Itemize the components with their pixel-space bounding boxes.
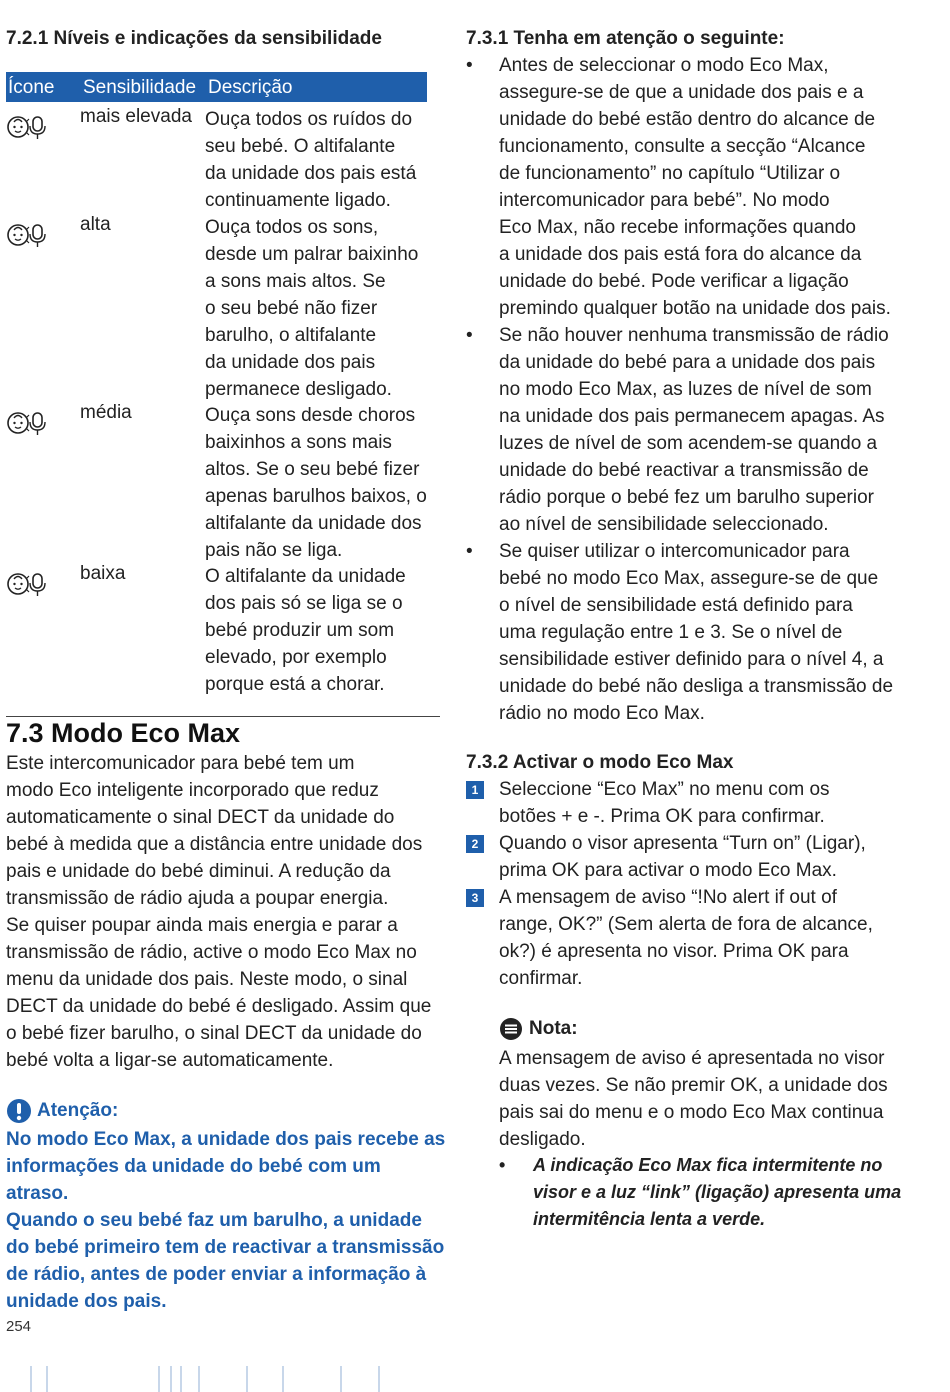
text-line: baixinhos a sons mais bbox=[205, 432, 392, 453]
sensitivity-description bbox=[205, 214, 435, 403]
text-line: sensibilidade estiver definido para o nível 4, a bbox=[499, 649, 884, 670]
text-line: unidade do bebé estão dentro do alcance de bbox=[499, 109, 876, 130]
note-icon bbox=[499, 1017, 523, 1041]
text-line: continuamente ligado. bbox=[205, 190, 391, 211]
step-item bbox=[466, 884, 906, 992]
step-number-badge: 3 bbox=[466, 889, 484, 907]
text-line: o nível de sensibilidade está definido para bbox=[499, 595, 853, 616]
text-line: Se quiser poupar ainda mais energia e parar a bbox=[6, 915, 398, 936]
intro-paragraph bbox=[6, 750, 446, 1074]
text-line: intercomunicador para bebé”. No modo bbox=[499, 190, 830, 211]
sensitivity-description bbox=[205, 106, 435, 214]
text-line: premindo qualquer botão na unidade dos pais. bbox=[499, 298, 891, 319]
text-line: Ouça todos os ruídos do bbox=[205, 109, 413, 130]
text-line: dos pais só se liga se o bbox=[205, 593, 403, 614]
text-line: a sons mais altos. Se bbox=[205, 271, 386, 292]
warning-icon bbox=[6, 1098, 32, 1124]
text-line: Este intercomunicador para bebé tem um bbox=[6, 753, 355, 774]
text-line: altos. Se o seu bebé fizer bbox=[205, 459, 420, 480]
text-line: na unidade dos pais permanecem apagas. As bbox=[499, 406, 885, 427]
attention-label-text: Atenção: bbox=[37, 1100, 119, 1121]
text-line: unidade do bebé. Pode verificar a ligação bbox=[499, 271, 849, 292]
sensitivity-level: mais elevada bbox=[80, 106, 192, 127]
text-line: Ouça sons desde choros bbox=[205, 405, 416, 426]
text-line: O altifalante da unidade bbox=[205, 566, 406, 587]
sensitivity-level: alta bbox=[80, 214, 111, 235]
text-line: no modo Eco Max, as luzes de nível de som bbox=[499, 379, 872, 400]
step-item bbox=[466, 776, 906, 830]
text-line: funcionamento, consulte a secção “Alcance bbox=[499, 136, 866, 157]
text-line: intermitência lenta a verde. bbox=[533, 1209, 766, 1229]
bullet-marker: • bbox=[466, 325, 473, 346]
bullet-marker: • bbox=[499, 1155, 506, 1175]
sensitivity-description bbox=[205, 563, 435, 698]
text-line: unidade dos pais. bbox=[6, 1291, 167, 1312]
text-line: barulho, o altifalante bbox=[205, 325, 377, 346]
text-line: unidade do bebé reactivar a transmissão de bbox=[499, 460, 869, 481]
print-marks bbox=[0, 1366, 950, 1392]
text-line: prima OK para activar o modo Eco Max. bbox=[499, 860, 837, 881]
text-line: de funcionamento” no capítulo “Utilizar o bbox=[499, 163, 841, 184]
text-line: pais e unidade do bebé diminui. A redução da bbox=[6, 861, 391, 882]
text-line: permanece desligado. bbox=[205, 379, 392, 400]
text-line: de rádio, antes de poder enviar a informação à bbox=[6, 1264, 427, 1285]
step-item bbox=[466, 830, 906, 884]
note-bullet bbox=[499, 1152, 909, 1233]
text-line: ok?) é apresenta no visor. Prima OK para bbox=[499, 941, 849, 962]
text-line: Seleccione “Eco Max” no menu com os bbox=[499, 779, 830, 800]
sensitivity-level: média bbox=[80, 402, 132, 423]
text-line: da unidade dos pais bbox=[205, 352, 376, 373]
text-line: Se não houver nenhuma transmissão de rádio bbox=[499, 325, 889, 346]
bullet-list bbox=[466, 52, 906, 727]
bullet-marker: • bbox=[466, 55, 473, 76]
text-line: unidade do bebé não desliga a transmissão de bbox=[499, 676, 894, 697]
text-line: DECT da unidade do bebé é desligado. Assim que bbox=[6, 996, 432, 1017]
list-item bbox=[466, 322, 906, 538]
text-line: confirmar. bbox=[499, 968, 583, 989]
baby-monitor-sensitivity-icon bbox=[6, 410, 54, 436]
subsection-heading-attention: 7.3.1 Tenha em atenção o seguinte: bbox=[466, 28, 785, 49]
note-text bbox=[499, 1045, 909, 1153]
text-line: desligado. bbox=[499, 1129, 586, 1150]
text-line: pais não se liga. bbox=[205, 540, 343, 561]
note-label bbox=[499, 1017, 578, 1041]
text-line: rádio no modo Eco Max. bbox=[499, 703, 705, 724]
text-line: do bebé primeiro tem de reactivar a transmissão bbox=[6, 1237, 445, 1258]
text-line: A mensagem de aviso “!No alert if out of bbox=[499, 887, 837, 908]
text-line: A mensagem de aviso é apresentada no visor bbox=[499, 1048, 885, 1069]
sensitivity-table bbox=[6, 72, 427, 102]
header-icon: Ícone bbox=[8, 77, 55, 98]
sensitivity-description bbox=[205, 402, 435, 564]
text-line: luzes de nível de som acendem-se quando a bbox=[499, 433, 878, 454]
sensitivity-level: baixa bbox=[80, 563, 126, 584]
text-line: assegure-se de que a unidade dos pais e a bbox=[499, 82, 864, 103]
text-line: Eco Max, não recebe informações quando bbox=[499, 217, 856, 238]
page-number: 254 bbox=[6, 1318, 32, 1335]
header-description: Descrição bbox=[208, 77, 293, 98]
baby-monitor-sensitivity-icon bbox=[6, 571, 54, 597]
text-line: automaticamente o sinal DECT da unidade do bbox=[6, 807, 395, 828]
step-list bbox=[466, 776, 906, 992]
text-line: da unidade dos pais está bbox=[205, 163, 417, 184]
text-line: Quando o visor apresenta “Turn on” (Ligar), bbox=[499, 833, 866, 854]
header-sensitivity: Sensibilidade bbox=[83, 77, 197, 98]
text-line: ao nível de sensibilidade seleccionado. bbox=[499, 514, 829, 535]
text-line: o seu bebé não fizer bbox=[205, 298, 378, 319]
text-line: modo Eco inteligente incorporado que reduz bbox=[6, 780, 379, 801]
text-line: da unidade do bebé para a unidade dos pais bbox=[499, 352, 876, 373]
note-label-text: Nota: bbox=[529, 1018, 578, 1039]
text-line: Ouça todos os sons, bbox=[205, 217, 379, 238]
text-line: transmissão de rádio, active o modo Eco Max no bbox=[6, 942, 417, 963]
list-item bbox=[466, 52, 906, 322]
text-line: Antes de seleccionar o modo Eco Max, bbox=[499, 55, 829, 76]
text-line: menu da unidade dos pais. Neste modo, o sinal bbox=[6, 969, 408, 990]
text-line: range, OK?” (Sem alerta de fora de alcance, bbox=[499, 914, 873, 935]
section-divider bbox=[6, 716, 440, 717]
baby-monitor-sensitivity-icon bbox=[6, 222, 54, 248]
text-line: porque está a chorar. bbox=[205, 674, 385, 695]
text-line: elevado, por exemplo bbox=[205, 647, 387, 668]
text-line: botões + e -. Prima OK para confirmar. bbox=[499, 806, 825, 827]
subsection-heading-sensitivity: 7.2.1 Níveis e indicações da sensibilidade bbox=[6, 28, 382, 49]
table-header bbox=[6, 72, 427, 102]
step-number-badge: 2 bbox=[466, 835, 484, 853]
text-line: bebé no modo Eco Max, assegure-se de que bbox=[499, 568, 879, 589]
text-line: bebé produzir um som bbox=[205, 620, 395, 641]
text-line: bebé à medida que a distância entre unidade dos bbox=[6, 834, 423, 855]
text-line: visor e a luz “link” (ligação) apresenta uma bbox=[533, 1182, 902, 1202]
text-line: desde um palrar baixinho bbox=[205, 244, 419, 265]
text-line: a unidade dos pais está fora do alcance da bbox=[499, 244, 862, 265]
text-line: altifalante da unidade dos bbox=[205, 513, 422, 534]
text-line: transmissão de rádio ajuda a poupar energia. bbox=[6, 888, 389, 909]
text-line: apenas barulhos baixos, o bbox=[205, 486, 427, 507]
text-line: A indicação Eco Max fica intermitente no bbox=[533, 1155, 883, 1175]
attention-label bbox=[6, 1098, 118, 1124]
text-line: seu bebé. O altifalante bbox=[205, 136, 396, 157]
text-line: No modo Eco Max, a unidade dos pais recebe as bbox=[6, 1129, 446, 1150]
section-title: 7.3 Modo Eco Max bbox=[6, 718, 241, 748]
bullet-marker: • bbox=[466, 541, 473, 562]
text-line: Quando o seu bebé faz um barulho, a unidade bbox=[6, 1210, 422, 1231]
subsection-heading-activate: 7.3.2 Activar o modo Eco Max bbox=[466, 752, 734, 773]
text-line: Se quiser utilizar o intercomunicador para bbox=[499, 541, 850, 562]
text-line: uma regulação entre 1 e 3. Se o nível de bbox=[499, 622, 843, 643]
text-line: bebé volta a ligar-se automaticamente. bbox=[6, 1050, 334, 1071]
list-item bbox=[466, 538, 906, 727]
step-number-badge: 1 bbox=[466, 781, 484, 799]
text-line: pais sai do menu e o modo Eco Max continua bbox=[499, 1102, 884, 1123]
attention-text bbox=[6, 1126, 446, 1315]
text-line: o bebé fizer barulho, o sinal DECT da unidade do bbox=[6, 1023, 422, 1044]
text-line: rádio porque o bebé fez um barulho superior bbox=[499, 487, 874, 508]
baby-monitor-sensitivity-icon bbox=[6, 114, 54, 140]
text-line: informações da unidade do bebé com um atraso. bbox=[6, 1156, 381, 1204]
text-line: duas vezes. Se não premir OK, a unidade dos bbox=[499, 1075, 888, 1096]
